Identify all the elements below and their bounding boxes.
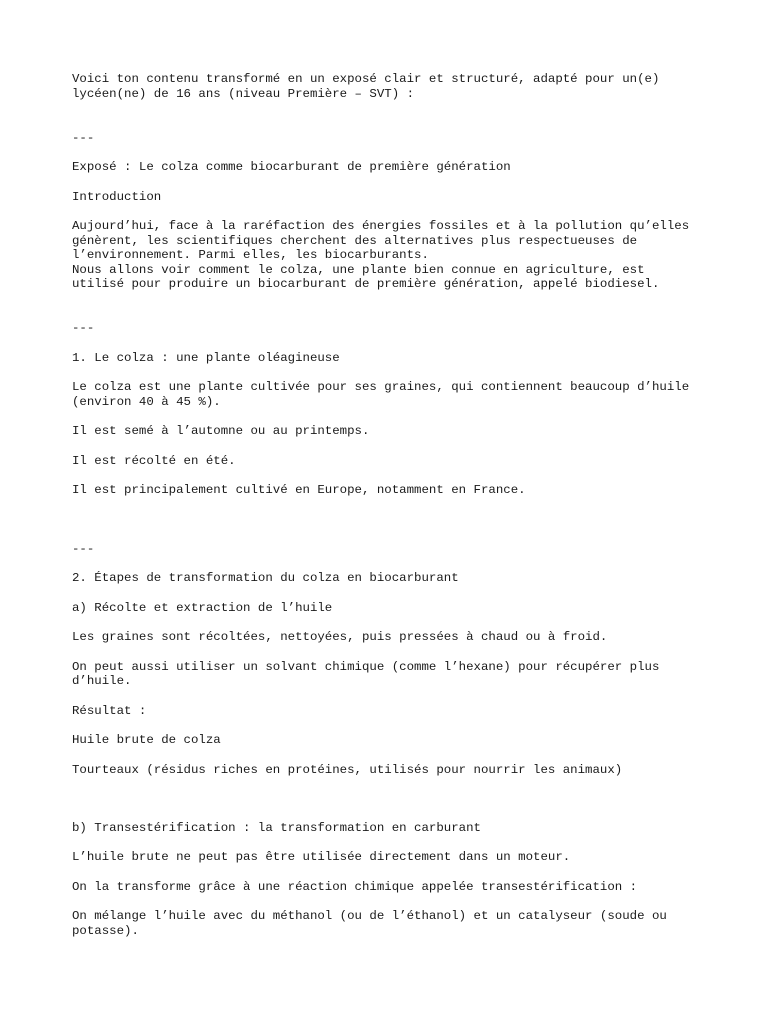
section1-heading: 1. Le colza : une plante oléagineuse [72,350,340,365]
section1-p1-line-2: (environ 40 à 45 %). [72,394,221,409]
intro-line-1: Voici ton contenu transformé en un exposé clair et structuré, adapté pour un(e) [72,72,660,86]
introduction-p2-line-1: Nous allons voir comment le colza, une plante bien connue en agriculture, est [72,262,645,277]
introduction-p1-line-2: génèrent, les scientifiques cherchent des alternatives plus respectueuses de [72,233,638,248]
introduction-p2-line-2: utilisé pour produire un biocarburant de première génération, appelé biodiesel. [72,277,660,292]
section2-heading: 2. Étapes de transformation du colza en biocarburant [72,571,459,585]
document-title: Exposé : Le colza comme biocarburant de première génération [72,160,511,174]
section2b-p3-line-2: potasse). [72,923,139,938]
result-label: Résultat : [72,703,147,718]
introduction-p1-line-1: Aujourd’hui, face à la raréfaction des énergies fossiles et à la pollution qu’elles [72,219,690,233]
intro-line-2: lycéen(ne) de 16 ans (niveau Première – SVT) : [72,86,415,101]
section1-p4: Il est principalement cultivé en Europe, notamment en France. [72,483,526,497]
separator-2: --- [72,321,95,335]
section2b-p2: On la transforme grâce à une réaction chimique appelée transestérification : [72,879,638,894]
section2a-p2-line-2: d’huile. [72,674,132,689]
result-item-2: Tourteaux (résidus riches en protéines, utilisés pour nourrir les animaux) [72,762,623,777]
section2b-p1: L’huile brute ne peut pas être utilisée directement dans un moteur. [72,850,571,864]
section1-p1-line-1: Le colza est une plante cultivée pour ses graines, qui contiennent beaucoup d’huile [72,380,690,394]
section2b-p3-line-1: On mélange l’huile avec du méthanol (ou de l’éthanol) et un catalyseur (soude ou [72,909,667,923]
introduction-p1-line-3: l’environnement. Parmi elles, les biocarburants. [72,248,429,263]
separator-1: --- [72,130,95,145]
separator-3: --- [72,541,95,556]
section2a-p1: Les graines sont récoltées, nettoyées, puis pressées à chaud ou à froid. [72,630,608,644]
result-item-1: Huile brute de colza [72,733,221,747]
section2b-heading: b) Transestérification : la transformation en carburant [72,820,481,835]
section1-p2: Il est semé à l’automne ou au printemps. [72,424,370,438]
section1-p3: Il est récolté en été. [72,453,236,468]
section2a-heading: a) Récolte et extraction de l’huile [72,600,333,615]
introduction-heading: Introduction [72,189,162,204]
section2a-p2-line-1: On peut aussi utiliser un solvant chimique (comme l’hexane) pour récupérer plus [72,659,660,674]
